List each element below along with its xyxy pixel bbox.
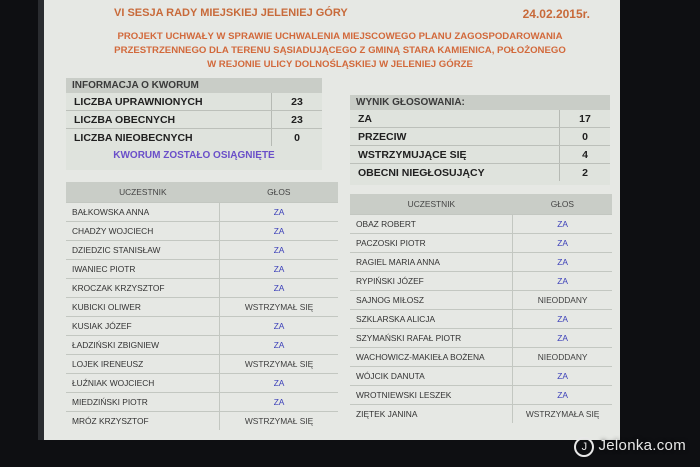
table-row xyxy=(350,405,612,424)
logo-icon: J xyxy=(574,437,594,457)
quorum-panel xyxy=(66,78,322,170)
table-row xyxy=(350,215,612,234)
table-row xyxy=(66,355,338,374)
vote-value: ZA xyxy=(220,203,338,222)
quorum-value: 23 xyxy=(271,93,322,110)
participant-name: BAŁKOWSKA ANNA xyxy=(66,203,220,222)
vote-value: ZA xyxy=(220,393,338,412)
quorum-status: KWORUM ZOSTAŁO OSIĄGNIĘTE xyxy=(113,150,275,161)
result-row xyxy=(350,163,610,181)
quorum-value: 23 xyxy=(271,111,322,128)
participant-name: MIEDZIŃSKI PIOTR xyxy=(66,393,220,412)
result-label: OBECNI NIEGŁOSUJĄCY xyxy=(358,166,485,179)
resolution-title xyxy=(64,30,616,72)
votes-table-right-body xyxy=(350,215,612,424)
vote-value: ZA xyxy=(513,215,612,234)
participant-name: MRÓZ KRZYSZTOF xyxy=(66,412,220,431)
result-value: 2 xyxy=(559,164,610,181)
column-header-participant: UCZESTNIK xyxy=(66,182,220,203)
participant-name: CHADŻY WOJCIECH xyxy=(66,222,220,241)
result-value: 0 xyxy=(559,128,610,145)
votes-table-left xyxy=(66,182,338,430)
result-label: PRZECIW xyxy=(358,130,407,143)
resolution-line: PROJEKT UCHWAŁY W SPRAWIE UCHWALENIA MIEJSCOWEGO PLANU ZAGOSPODAROWANIA xyxy=(117,31,563,42)
participant-name: PACZOSKI PIOTR xyxy=(350,234,513,253)
vote-value: ZA xyxy=(513,272,612,291)
table-row xyxy=(66,336,338,355)
votes-table-right xyxy=(350,194,612,423)
session-title: VI SESJA RADY MIEJSKIEJ JELENIEJ GÓRY xyxy=(114,7,348,19)
result-row xyxy=(350,145,610,163)
vote-value: ZA xyxy=(513,253,612,272)
quorum-row xyxy=(66,128,322,146)
table-row xyxy=(66,260,338,279)
participant-name: WACHOWICZ-MAKIEŁA BOŻENA xyxy=(350,348,513,367)
table-row xyxy=(66,412,338,431)
participant-name: KROCZAK KRZYSZTOF xyxy=(66,279,220,298)
result-value: 4 xyxy=(559,146,610,163)
table-row xyxy=(350,310,612,329)
table-row xyxy=(66,317,338,336)
table-header-row xyxy=(350,194,612,215)
quorum-row xyxy=(66,110,322,128)
table-row xyxy=(350,348,612,367)
vote-value: WSTRZYMAŁ SIĘ xyxy=(220,355,338,374)
vote-value: ZA xyxy=(220,317,338,336)
quorum-value: 0 xyxy=(271,129,322,146)
table-row xyxy=(350,329,612,348)
vote-value: NIEODDANY xyxy=(513,348,612,367)
column-header-participant: UCZESTNIK xyxy=(350,194,513,215)
resolution-line: W REJONIE ULICY DOLNOŚLĄSKIEJ W JELENIEJ GÓRZE xyxy=(207,59,473,70)
vote-value: WSTRZYMAŁA SIĘ xyxy=(513,405,612,424)
vote-value: NIEODDANY xyxy=(513,291,612,310)
participant-name: WÓJCIK DANUTA xyxy=(350,367,513,386)
table-row xyxy=(66,374,338,393)
vote-value: ZA xyxy=(220,279,338,298)
vote-value: ZA xyxy=(513,386,612,405)
vote-value: ZA xyxy=(220,260,338,279)
quorum-label: LICZBA NIEOBECNYCH xyxy=(74,131,193,144)
participant-name: RAGIEL MARIA ANNA xyxy=(350,253,513,272)
table-row xyxy=(66,393,338,412)
participant-name: DZIEDZIC STANISŁAW xyxy=(66,241,220,260)
table-row xyxy=(350,234,612,253)
participant-name: ŁUŹNIAK WOJCIECH xyxy=(66,374,220,393)
vote-value: ZA xyxy=(220,374,338,393)
result-title: WYNIK GŁOSOWANIA: xyxy=(350,95,610,110)
participant-name: RYPIŃSKI JÓZEF xyxy=(350,272,513,291)
quorum-label: LICZBA UPRAWNIONYCH xyxy=(74,95,203,108)
participant-name: IWANIEC PIOTR xyxy=(66,260,220,279)
result-row xyxy=(350,127,610,145)
result-panel xyxy=(350,95,610,185)
participant-name: SZKLARSKA ALICJA xyxy=(350,310,513,329)
table-row xyxy=(66,298,338,317)
table-row xyxy=(66,222,338,241)
table-row xyxy=(350,253,612,272)
participant-name: ZIĘTEK JANINA xyxy=(350,405,513,424)
quorum-row xyxy=(66,93,322,110)
vote-value: ZA xyxy=(220,336,338,355)
result-label: ZA xyxy=(358,112,372,125)
table-row xyxy=(66,203,338,222)
watermark-text: Jelonka.com xyxy=(598,437,686,454)
result-value: 17 xyxy=(559,110,610,127)
result-label: WSTRZYMUJĄCE SIĘ xyxy=(358,148,467,161)
vote-value: ZA xyxy=(513,367,612,386)
vote-value: ZA xyxy=(513,234,612,253)
watermark-logo xyxy=(574,437,686,457)
participant-name: LOJEK IRENEUSZ xyxy=(66,355,220,374)
vote-value: WSTRZYMAŁ SIĘ xyxy=(220,412,338,431)
participant-name: WROTNIEWSKI LESZEK xyxy=(350,386,513,405)
vote-value: ZA xyxy=(220,241,338,260)
participant-name: ŁADZIŃSKI ZBIGNIEW xyxy=(66,336,220,355)
participant-name: OBAZ ROBERT xyxy=(350,215,513,234)
table-row xyxy=(66,279,338,298)
table-row xyxy=(350,291,612,310)
vote-value: WSTRZYMAŁ SIĘ xyxy=(220,298,338,317)
table-row xyxy=(350,386,612,405)
participant-name: KUSIAK JÓZEF xyxy=(66,317,220,336)
column-header-vote: GŁOS xyxy=(513,194,612,215)
vote-value: ZA xyxy=(513,329,612,348)
column-header-vote: GŁOS xyxy=(220,182,338,203)
table-row xyxy=(350,272,612,291)
quorum-title: INFORMACJA O KWORUM xyxy=(66,78,322,93)
vote-value: ZA xyxy=(220,222,338,241)
voting-screen xyxy=(38,0,620,440)
table-header-row xyxy=(66,182,338,203)
participant-name: SZYMAŃSKI RAFAŁ PIOTR xyxy=(350,329,513,348)
table-row xyxy=(350,367,612,386)
vote-value: ZA xyxy=(513,310,612,329)
participant-name: SAJNOG MIŁOSZ xyxy=(350,291,513,310)
participant-name: KUBICKI OLIWER xyxy=(66,298,220,317)
resolution-line: PRZESTRZENNEGO DLA TERENU SĄSIADUJĄCEGO Z GMINĄ STARA KAMIENICA, POŁOŻONEGO xyxy=(114,45,566,56)
table-row xyxy=(66,241,338,260)
quorum-label: LICZBA OBECNYCH xyxy=(74,113,176,126)
votes-table-left-body xyxy=(66,203,338,431)
result-row xyxy=(350,110,610,127)
session-date: 24.02.2015r. xyxy=(522,7,590,21)
